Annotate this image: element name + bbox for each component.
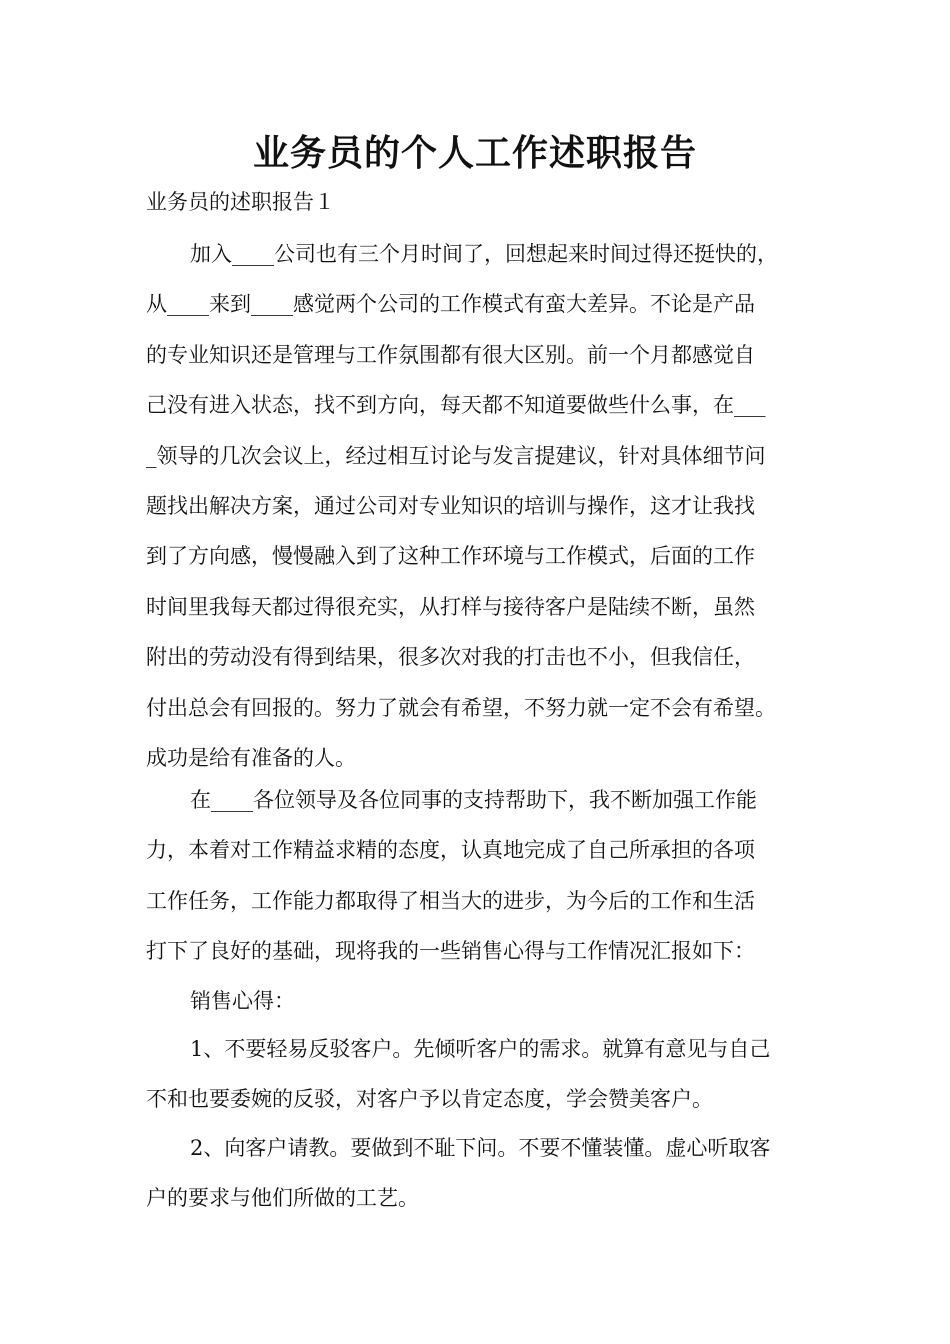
paragraph-line: 成功是给有准备的人。: [146, 746, 356, 771]
paragraph-line: 打下了良好的基础，现将我的一些销售心得与工作情况汇报如下：: [146, 939, 755, 964]
section-heading: 业务员的述职报告１: [146, 190, 335, 214]
paragraph-line: 2、向客户请教。要做到不耻下问。不要不懂装懂。虚心听取客: [190, 1136, 771, 1160]
paragraph-line: 在____各位领导及各位同事的支持帮助下，我不断加强工作能: [190, 788, 757, 812]
paragraph-tip-1: [146, 1024, 836, 1125]
document-title: 业务员的个人工作述职报告: [252, 132, 697, 174]
paragraph-line: 到了方向感，慢慢融入到了这种工作环境与工作模式，后面的工作: [146, 544, 755, 569]
paragraph-line: 户的要求与他们所做的工艺。: [146, 1186, 419, 1211]
paragraph-line: 销售心得：: [190, 989, 295, 1013]
paragraph-line: 不和也要委婉的反驳，对客户予以肯定态度，学会赞美客户。: [146, 1087, 713, 1112]
paragraph-line: 工作任务，工作能力都取得了相当大的进步，为今后的工作和生活: [146, 888, 755, 913]
paragraph-line: 加入____公司也有三个月时间了，回想起来时间过得还挺快的，: [190, 242, 778, 266]
paragraph-line: 1、不要轻易反驳客户。先倾听客户的需求。就算有意见与自己: [190, 1037, 771, 1061]
paragraph-line: 附出的劳动没有得到结果，很多次对我的打击也不小，但我信任，: [146, 645, 755, 670]
paragraph-line: 己没有进入状态，找不到方向，每天都不知道要做些什么事，在___: [146, 393, 766, 418]
paragraph-line: 的专业知识还是管理与工作氛围都有很大区别。前一个月都感觉自: [146, 342, 755, 367]
paragraph-progress: [146, 775, 836, 977]
paragraph-tip-2: [146, 1123, 836, 1224]
paragraph-line: 力，本着对工作精益求精的态度，认真地完成了自己所承担的各项: [146, 838, 755, 863]
paragraph-line: _领导的几次会议上，经过相互讨论与发言提建议，针对具体细节问: [146, 443, 766, 468]
paragraph-intro: [146, 229, 836, 783]
paragraph-line: 题找出解决方案，通过公司对专业知识的培训与操作，这才让我找: [146, 494, 755, 519]
paragraph-line: 付出总会有回报的。努力了就会有希望，不努力就一定不会有希望。: [146, 695, 776, 720]
paragraph-line: 从____来到____感觉两个公司的工作模式有蛮大差异。不论是产品: [146, 292, 755, 317]
paragraph-sales-heading: [146, 976, 836, 1026]
paragraph-line: 时间里我每天都过得很充实，从打样与接待客户是陆续不断，虽然: [146, 594, 755, 619]
